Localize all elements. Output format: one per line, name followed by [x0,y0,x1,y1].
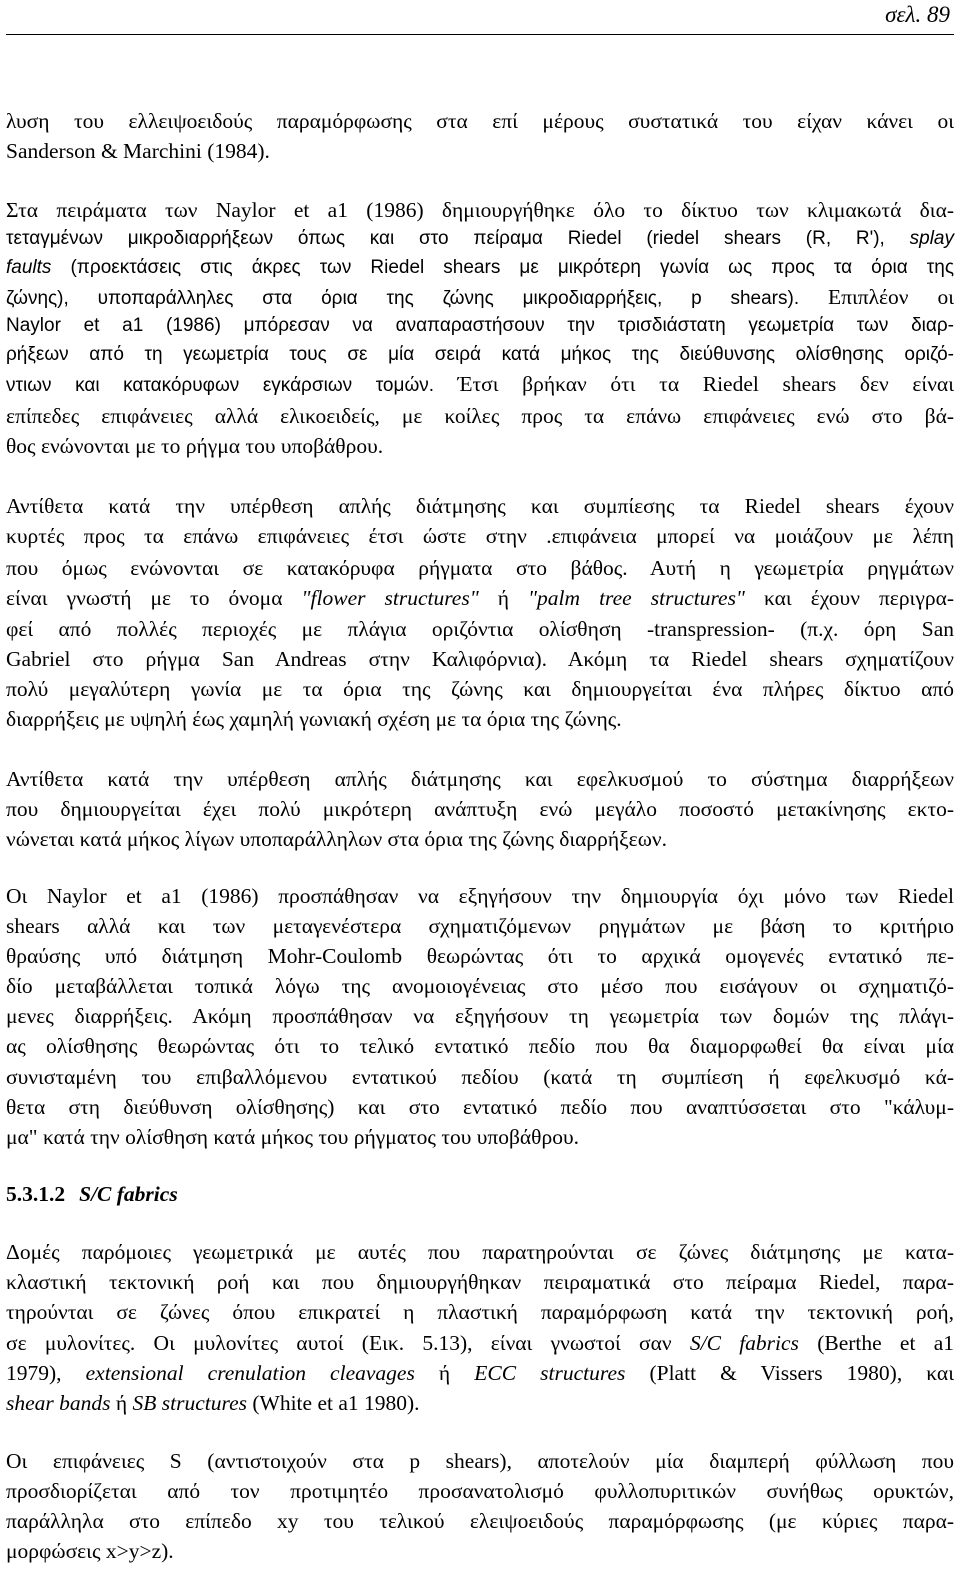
text-run: κυρτές προς τα επάνω επιφάνειες έτσι ώστε στην .επιφάνεια μπορεί να μοιάζουν με λέπη [6,524,954,548]
text-run: νώνεται κατά μήκος λίγων υποπαράλληλων στα όρια της ζώνης διαρρήξεων. [6,827,667,851]
text-line [6,1447,954,1475]
text-line [6,137,954,165]
text-line [6,1268,954,1296]
italic-text: splay [909,228,954,249]
italic-text: extensional crenulation cleavages [85,1361,415,1385]
text-line [6,1123,954,1151]
text-run: δίο μεταβάλλεται τοπικά λόγω της ανομοιογένειας στο μέσο που εισάγουν οι σχηματιζό- [6,974,954,998]
text-line [6,942,954,970]
text-run: θετα στη διεύθυνση ολίσθησης) και στο εντατικό πεδίο που αναπτύσσεται στο "κάλυμ- [6,1095,954,1119]
text-run: ρήξεων από τη γεωμετρία τους σε μία σειρά κατά μήκος της διεύθυνσης ολίσθησης οριζό- [6,344,954,365]
text-line [6,254,954,282]
text-run: Έτσι βρήκαν ότι τα Riedel shears δεν είναι [457,372,954,396]
text-run: Naylor et a1 (1986) μπόρεσαν να αναπαραστήσουν την τρισδιάστατη γεωμετρία των διαρ- [6,315,954,336]
text-line [6,312,954,340]
text-run: τεταγμένων μικροδιαρρήξεων όπως και στο πείραμα Riedel (riedel shears (R, R'), [6,228,910,249]
text-run: ας ολίσθησης θεωρώντας ότι το τελικό εντατικό πεδίο που θα διαμορφωθεί θα είναι μία [6,1034,954,1058]
text-run: ή [414,1361,475,1385]
text-run: ή [110,1391,133,1415]
text-line [6,705,954,733]
text-line [6,1389,954,1417]
text-run: επίπεδες επιφάνειες αλλά ελικοειδείς, με κοίλες προς τα επάνω επιφάνειες ενώ στο βά- [6,404,954,428]
text-run: και έχουν περιγρα- [744,586,954,610]
text-line [6,882,954,910]
page-header [6,0,954,35]
text-line [6,1093,954,1121]
text-run: μορφώσεις x>y>z). [6,1539,174,1563]
italic-text: SB structures [132,1391,247,1415]
text-line [6,370,954,398]
text-line [6,765,954,793]
text-line [6,432,954,460]
text-run: μενες διαρρήξεις. Ακόμη προσπάθησαν να εξηγήσουν τη γεωμετρία των δομών της πλάγι- [6,1004,954,1028]
text-run: που όμως ενώνονται σε κατακόρυφα ρήγματα στο βάθος. Αυτή η γεωμετρία ρηγμάτων [6,556,954,580]
section-title: S/C fabrics [79,1182,178,1206]
text-line [6,107,954,135]
text-line [6,795,954,823]
text-run: λυση του ελλειψοειδούς παραμόρφωσης στα επί μέρους συστατικά του είχαν κάνει οι [6,109,954,133]
section-number: 5.3.1.2 [6,1182,66,1206]
text-run: θος ενώνονται με το ρήγμα του υποβάθρου. [6,434,384,458]
italic-text: ECC structures [474,1361,626,1385]
text-line [6,341,954,369]
text-run: είναι γνωστή με το όνομα [6,586,302,610]
text-line [6,1329,954,1357]
text-run: 1979), [6,1361,86,1385]
text-run: ζώνης), υποπαράλληλες στα όρια της ζώνης μικροδιαρρήξεις, p shears). [6,288,828,309]
italic-text: S/C fabrics [689,1331,799,1355]
text-line [6,283,954,311]
text-run: Δομές παρόμοιες γεωμετρικά με αυτές που παρατηρούνται σε ζώνες διάτμησης με κατα- [6,1240,954,1264]
text-line [6,972,954,1000]
text-line [6,225,954,253]
text-run: Οι επιφάνειες S (αντιστοιχούν στα p shears), αποτελούν μία διαμπερή φύλλωση που [6,1449,954,1473]
text-line [6,1298,954,1326]
text-run: θραύσης υπό διάτμηση Mohr-Coulomb θεωρώντας ότι το αρχικά ομογενές εντατικό πε- [6,944,954,968]
text-run: Αντίθετα κατά την υπέρθεση απλής διάτμησης και συμπίεσης τα Riedel shears έχουν [6,494,954,518]
text-line [6,1477,954,1505]
text-run: σε μυλονίτες. Οι μυλονίτες αυτοί (Εικ. 5.13), είναι γνωστοί σαν [6,1331,690,1355]
text-line [6,522,954,550]
text-run: Sanderson & Marchini (1984). [6,139,270,163]
text-line [6,645,954,673]
text-line [6,1537,954,1565]
text-run: παράλληλα στο επίπεδο xy του τελικού ελειψοειδούς παραμόρφωσης (με κύριες παρα- [6,1509,954,1533]
text-run: Επιπλέον οι [827,285,954,309]
text-run: Οι Naylor et a1 (1986) προσπάθησαν να εξηγήσουν την δημιουργία όχι μόνο των Riedel [6,884,954,908]
page-number: σελ. 89 [885,2,950,27]
text-run: διαρρήξεις με υψηλή έως χαμηλή γωνιακή σχέση με τα όρια της ζώνης. [6,707,622,731]
text-run: (White et a1 1980). [247,1391,420,1415]
text-line [6,402,954,430]
text-line [6,912,954,940]
text-line [6,675,954,703]
text-line [6,1063,954,1091]
text-run: συνισταμένη του επιβαλλόμενου εντατικού πεδίου (κατά τη συμπίεση ή εφελκυσμό κά- [6,1065,954,1089]
text-line [6,1507,954,1535]
italic-text: faults [6,257,52,278]
text-run: shears αλλά και των μεταγενέστερα σχηματιζόμενων ρηγμάτων με βάση το κριτήριο [6,914,954,938]
text-line [6,1238,954,1266]
text-run: τηρούνται σε ζώνες όπου επικρατεί η πλαστική παραμόρφωση κατά την τεκτονική ροή, [6,1300,954,1324]
text-line [6,196,954,224]
section-heading [6,1180,954,1208]
text-run: κλαστική τεκτονική ροή και που δημιουργήθηκαν πειραματικά στο πείραμα Riedel, παρα- [6,1270,954,1294]
text-line [6,584,954,612]
text-run: που δημιουργείται έχει πολύ μικρότερη ανάπτυξη ενώ μεγάλο ποσοστό μετακίνησης εκτο- [6,797,954,821]
text-run: (Platt & Vissers 1980), και [625,1361,954,1385]
text-run: μα" κατά την ολίσθηση κατά μήκος του ρήγματος του υποβάθρου. [6,1125,579,1149]
text-run: πολύ μεγαλύτερη γωνία με τα όρια της ζώνης και δημιουργείται ένα πλήρες δίκτυο από [6,677,954,701]
text-run: (προεκτάσεις στις άκρες των Riedel shears με μικρότερη γωνία ως προς τα όρια της [51,257,954,278]
italic-text: "palm tree structures" [528,586,745,610]
italic-text: "flower structures" [301,586,479,610]
italic-text: shear bands [6,1391,111,1415]
text-line [6,492,954,520]
text-run: ντιων και κατακόρυφων εγκάρσιων τομών. [6,375,458,396]
text-line [6,825,954,853]
text-line [6,615,954,643]
text-run: φεί από πολλές περιοχές με πλάγια οριζόντια ολίσθηση -transpression- (π.χ. όρη San [6,617,954,641]
text-line [6,1032,954,1060]
text-line [6,1359,954,1387]
text-run: (Berthe et a1 [798,1331,954,1355]
text-line [6,1002,954,1030]
text-line [6,554,954,582]
text-run: Gabriel στο ρήγμα San Andreas στην Καλιφόρνια). Ακόμη τα Riedel shears σχηματίζουν [6,647,954,671]
text-run: ή [478,586,529,610]
text-run: προσδιορίζεται από τον προτιμητέο προσανατολισμό φυλλοπυριτικών συνήθως ορυκτών, [6,1479,954,1503]
text-run: Στα πειράματα των Naylor et a1 (1986) δημιουργήθηκε όλο το δίκτυο των κλιμακωτά δια- [6,198,954,222]
text-run: Αντίθετα κατά την υπέρθεση απλής διάτμησης και εφελκυσμού το σύστημα διαρρήξεων [6,767,954,791]
